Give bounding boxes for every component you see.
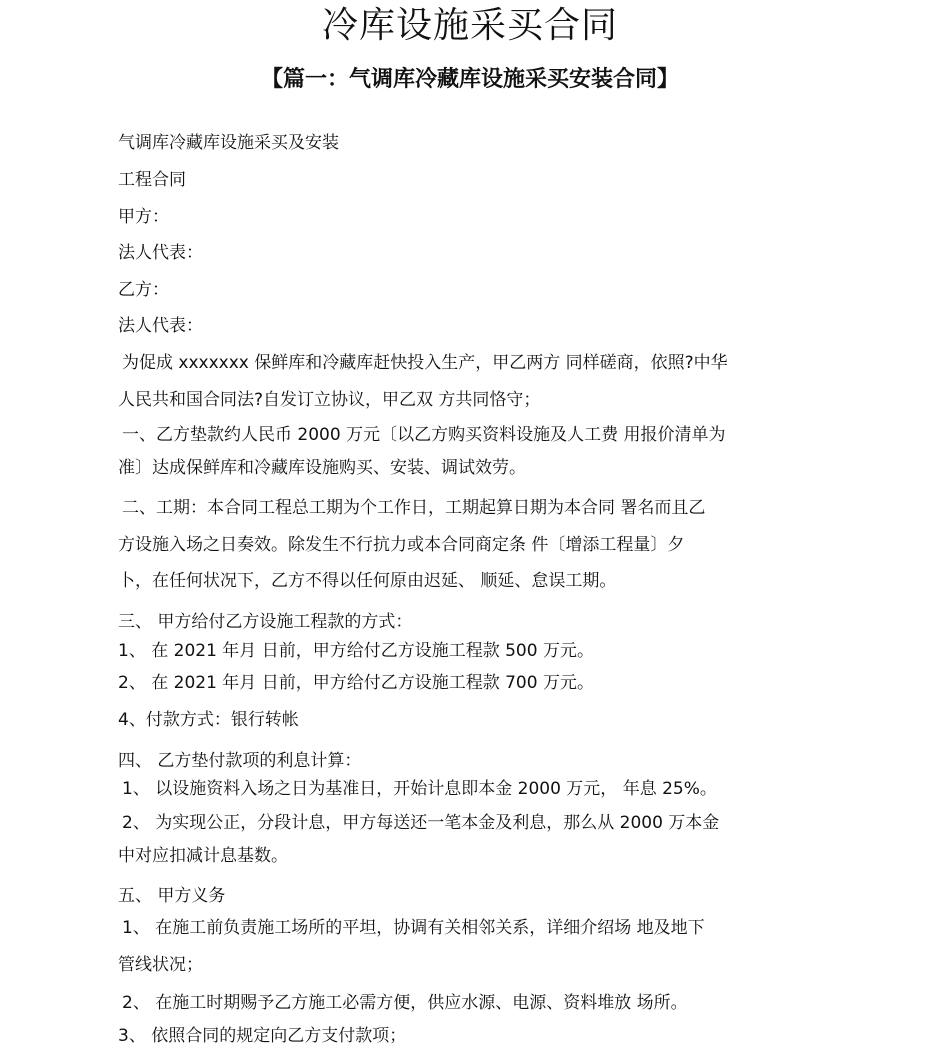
project-name-line: 气调库冷藏库设施采买及安装 bbox=[118, 133, 339, 153]
clause-3-item: 2、 在 2021 年月 日前，甲方给付乙方设施工程款 700 万元。 bbox=[118, 673, 594, 693]
clause-3-item: 4、付款方式：银行转帐 bbox=[118, 710, 299, 730]
preamble-line: 为促成 xxxxxxx 保鲜库和冷藏库赶快投入生产，甲乙两方 同样磋商，依照?中华 bbox=[122, 353, 728, 373]
clause-5-item: 2、 在施工时期赐予乙方施工必需方便，供应水源、电源、资料堆放 场所。 bbox=[122, 993, 688, 1013]
clause-2-line: 二、工期：本合同工程总工期为个工作日，工期起算日期为本合同 署名而且乙 bbox=[122, 498, 706, 518]
document-title: 冷库设施采买合同 bbox=[321, 5, 618, 46]
clause-4-item: 2、 为实现公正，分段计息，甲方每送还一笔本金及利息，那么从 2000 万本金 bbox=[122, 813, 720, 833]
clause-5-heading: 五、 甲方义务 bbox=[118, 886, 226, 906]
clause-1-line: 一、乙方垫款约人民币 2000 万元〔以乙方购买资料设施及人工费 用报价清单为 bbox=[122, 425, 726, 445]
clause-5-item: 3、 依照合同的规定向乙方支付款项； bbox=[118, 1026, 407, 1046]
clause-1-line: 准〕达成保鲜库和冷藏库设施购买、安装、调试效劳。 bbox=[118, 458, 526, 478]
clause-2-line: 方设施入场之日奏效。除发生不行抗力或本合同商定条 件〔增添工程量〕夕 bbox=[118, 535, 685, 555]
party-b-representative-line: 法人代表： bbox=[118, 316, 203, 336]
clause-4-item: 中对应扣减计息基数。 bbox=[118, 846, 288, 866]
clause-5-item: 管线状况； bbox=[118, 955, 203, 975]
clause-5-item: 1、 在施工前负责施工场所的平坦，协调有关相邻关系，详细介绍场 地及地下 bbox=[122, 918, 705, 938]
document-subtitle: 【篇一：气调库冷藏库设施采买安装合同】 bbox=[260, 67, 679, 92]
clause-3-item: 1、 在 2021 年月 日前，甲方给付乙方设施工程款 500 万元。 bbox=[118, 641, 594, 661]
party-a-representative-line: 法人代表： bbox=[118, 243, 203, 263]
party-b-line: 乙方： bbox=[118, 280, 169, 300]
clause-4-item: 1、 以设施资料入场之日为基准日，开始计息即本金 2000 万元， 年息 25%。 bbox=[122, 779, 717, 799]
clause-3-heading: 三、 甲方给付乙方设施工程款的方式： bbox=[118, 612, 413, 632]
clause-4-heading: 四、 乙方垫付款项的利息计算： bbox=[118, 751, 362, 771]
party-a-line: 甲方： bbox=[118, 207, 169, 227]
preamble-line: 人民共和国合同法?自发订立协议，甲乙双 方共同恪守； bbox=[118, 390, 541, 410]
clause-2-line: 卜，在任何状况下，乙方不得以任何原由迟延、 顺延、怠误工期。 bbox=[118, 571, 617, 591]
contract-type-line: 工程合同 bbox=[118, 170, 186, 190]
